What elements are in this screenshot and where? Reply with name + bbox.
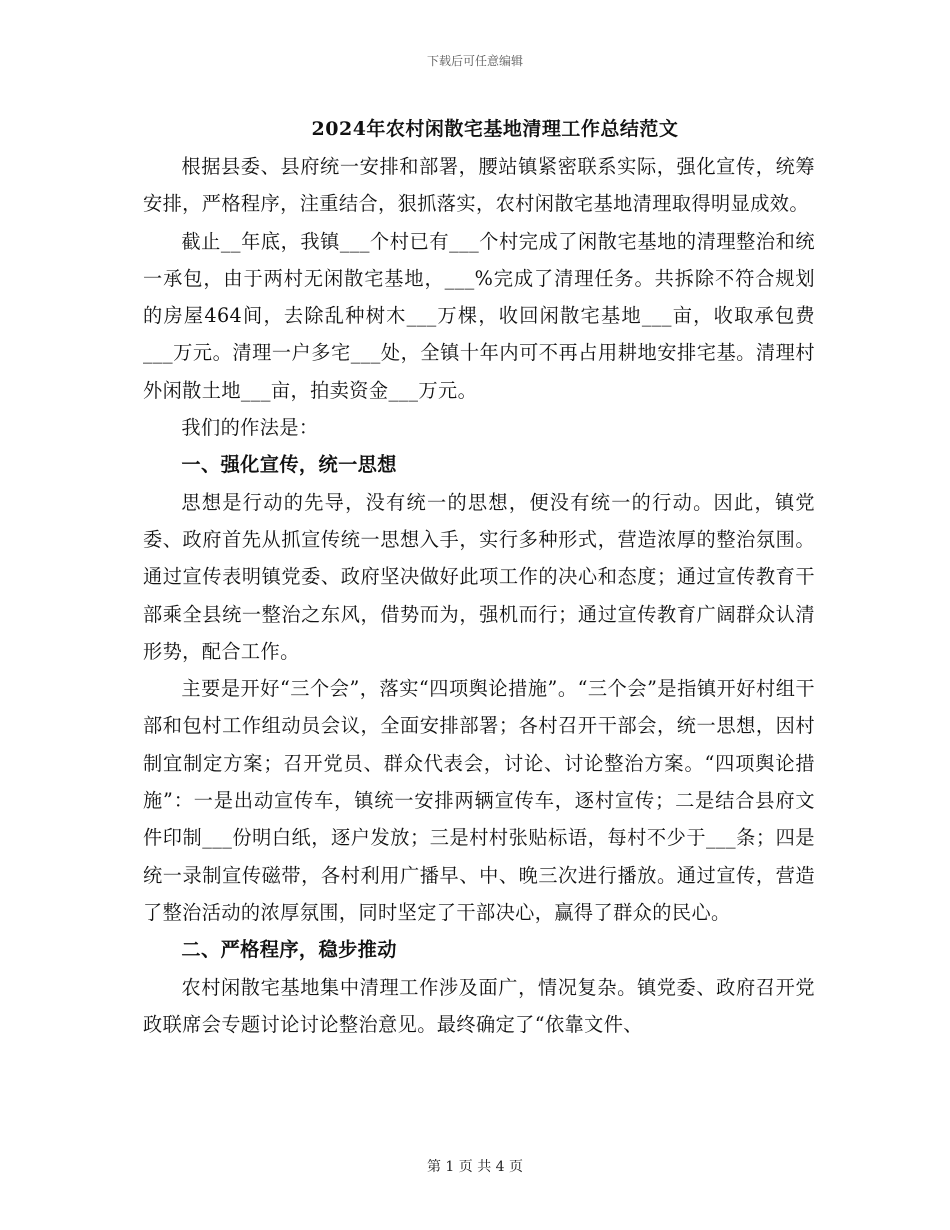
document-title: 2024年农村闲散宅基地清理工作总结范文 [311,118,679,140]
header-note: 下载后可任意编辑 [426,54,523,68]
paragraph-procedure: 农村闲散宅基地集中清理工作涉及面广，情况复杂。镇党委、政府召开党政联席会专题讨论讨论整治意见。最终确定了“依靠文件、 [143,975,815,1036]
document-body [143,148,815,1043]
paragraph-intro: 根据县委、县府统一安排和部署，腰站镇紧密联系实际，强化宣传，统筹安排，严格程序，注重结合，狠抓落实，农村闲散宅基地清理取得明显成效。 [143,155,815,216]
paragraph-methods-lead: 我们的作法是： [181,416,319,440]
page-number: 第 1 页 共 4 页 [426,1159,524,1175]
section-heading-1: 一、强化宣传，统一思想 [181,453,397,477]
paragraph-results: 截止__年底，我镇___个村已有___个村完成了闲散宅基地的清理整治和统一承包，由于两村无闲散宅基地，___%完成了清理任务。共拆除不符合规划的房屋464间，去除乱种树木___万棵，收回闲散宅基地___亩，收取承包费___万元。清理一户多宅___处，全镇十年内可不再占用耕地安排宅基。清理村外闲散土地___亩，拍卖资金___万元。 [143,229,815,402]
section-heading-2: 二、严格程序，稳步推动 [181,938,397,962]
paragraph-publicity: 思想是行动的先导，没有统一的思想，便没有统一的行动。因此，镇党委、政府首先从抓宣传统一思想入手，实行多种形式，营造浓厚的整治氛围。通过宣传表明镇党委、政府坚决做好此项工作的决心和态度；通过宣传教育干部乘全县统一整治之东风，借势而为，强机而行；通过宣传教育广阔群众认清形势，配合工作。 [143,490,815,663]
paragraph-meetings: 主要是开好“三个会”，落实“四项舆论措施”。“三个会”是指镇开好村组干部和包村工作组动员会议，全面安排部署；各村召开干部会，统一思想，因村制宜制定方案；召开党员、群众代表会，讨论、讨论整治方案。“四项舆论措施”：一是出动宣传车，镇统一安排两辆宣传车，逐村宣传；二是结合县府文件印制___份明白纸，逐户发放；三是村村张贴标语，每村不少于___条；四是统一录制宣传磁带，各村利用广播早、中、晚三次进行播放。通过宣传，营造了整治活动的浓厚氛围，同时坚定了干部决心，赢得了群众的民心。 [143,677,815,924]
